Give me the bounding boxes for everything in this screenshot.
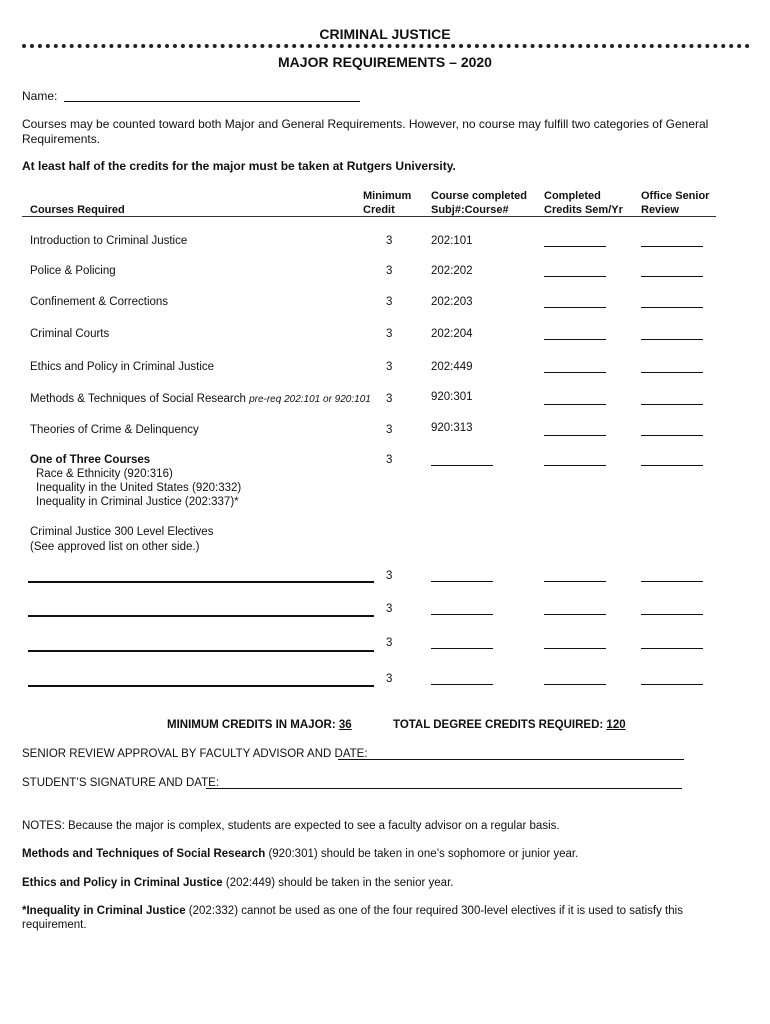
credits-blank[interactable]: [544, 394, 606, 405]
option-item: Race & Ethnicity (920:316): [36, 468, 173, 480]
senior-review-field[interactable]: [338, 759, 684, 760]
review-blank[interactable]: [641, 297, 703, 308]
note-inequality: *Inequality in Criminal Justice (202:332) cannot be used as one of the four required 300-level electives if it is used to satisfy this requirement.: [22, 905, 683, 931]
student-signature-field[interactable]: [206, 788, 682, 789]
prereq-note: pre-req 202:101 or 920:101: [249, 394, 371, 405]
col-office-review: Office Senior Review: [641, 190, 710, 216]
total-credits: TOTAL DEGREE CREDITS REQUIRED: 120: [393, 719, 626, 731]
page-subtitle: MAJOR REQUIREMENTS – 2020: [278, 54, 492, 70]
credits-blank[interactable]: [544, 362, 606, 373]
credits-blank[interactable]: [544, 638, 606, 649]
col-courses-required: Courses Required: [30, 204, 125, 216]
student-signature-label: STUDENT’S SIGNATURE AND DATE:: [22, 777, 220, 789]
review-blank[interactable]: [641, 394, 703, 405]
col-min-credit: Minimum Credit: [363, 190, 412, 216]
review-blank[interactable]: [641, 674, 703, 685]
note-general: NOTES: Because the major is complex, students are expected to see a faculty advisor on a regular basis.: [22, 820, 560, 832]
col-course-completed: Course completed Subj#:Course#: [431, 190, 527, 216]
note-ethics: Ethics and Policy in Criminal Justice (202:449) should be taken in the senior year.: [22, 877, 454, 889]
senior-review-label: SENIOR REVIEW APPROVAL BY FACULTY ADVISOR AND DATE:: [22, 748, 368, 760]
review-blank[interactable]: [641, 604, 703, 615]
header-rule: [22, 216, 716, 217]
course-code-blank[interactable]: [431, 604, 493, 615]
total-credits-value: 120: [606, 719, 626, 731]
electives-note: (See approved list on other side.): [30, 541, 200, 553]
review-blank[interactable]: [641, 329, 703, 340]
review-blank[interactable]: [641, 571, 703, 582]
credits-blank[interactable]: [544, 674, 606, 685]
elective-name-field[interactable]: [28, 615, 374, 617]
name-label: Name:: [22, 89, 58, 103]
min-credits: MINIMUM CREDITS IN MAJOR: 36: [167, 719, 352, 731]
electives-heading: Criminal Justice 300 Level Electives: [30, 526, 214, 538]
review-blank[interactable]: [641, 362, 703, 373]
review-blank[interactable]: [641, 236, 703, 247]
credits-blank[interactable]: [544, 266, 606, 277]
review-blank[interactable]: [641, 455, 703, 466]
credits-blank[interactable]: [544, 604, 606, 615]
option-item: Inequality in Criminal Justice (202:337)*: [36, 496, 239, 508]
review-blank[interactable]: [641, 638, 703, 649]
course-code-blank[interactable]: [431, 455, 493, 466]
note-methods: Methods and Techniques of Social Research (920:301) should be taken in one’s sophomore or junior year.: [22, 848, 579, 860]
name-field[interactable]: [64, 101, 360, 102]
dotted-divider: [22, 44, 750, 48]
credits-blank[interactable]: [544, 297, 606, 308]
one-of-three-heading: One of Three Courses: [30, 454, 151, 466]
elective-name-field[interactable]: [28, 685, 374, 687]
half-credits-note: At least half of the credits for the major must be taken at Rutgers University.: [22, 159, 456, 173]
elective-name-field[interactable]: [28, 581, 374, 583]
option-item: Inequality in the United States (920:332): [36, 482, 242, 494]
intro-text: Courses may be counted toward both Major and General Requirements. However, no course may fulfill two categories of General Requirements.: [22, 117, 709, 146]
credits-blank[interactable]: [544, 236, 606, 247]
credits-blank[interactable]: [544, 455, 606, 466]
course-code-blank[interactable]: [431, 638, 493, 649]
col-completed-credits: Completed Credits Sem/Yr: [544, 190, 623, 216]
course-code-blank[interactable]: [431, 571, 493, 582]
page-title: CRIMINAL JUSTICE: [319, 26, 451, 42]
elective-name-field[interactable]: [28, 650, 374, 652]
credits-blank[interactable]: [544, 425, 606, 436]
course-code-blank[interactable]: [431, 674, 493, 685]
min-credits-value: 36: [338, 719, 352, 731]
credits-blank[interactable]: [544, 571, 606, 582]
credits-blank[interactable]: [544, 329, 606, 340]
review-blank[interactable]: [641, 266, 703, 277]
review-blank[interactable]: [641, 425, 703, 436]
